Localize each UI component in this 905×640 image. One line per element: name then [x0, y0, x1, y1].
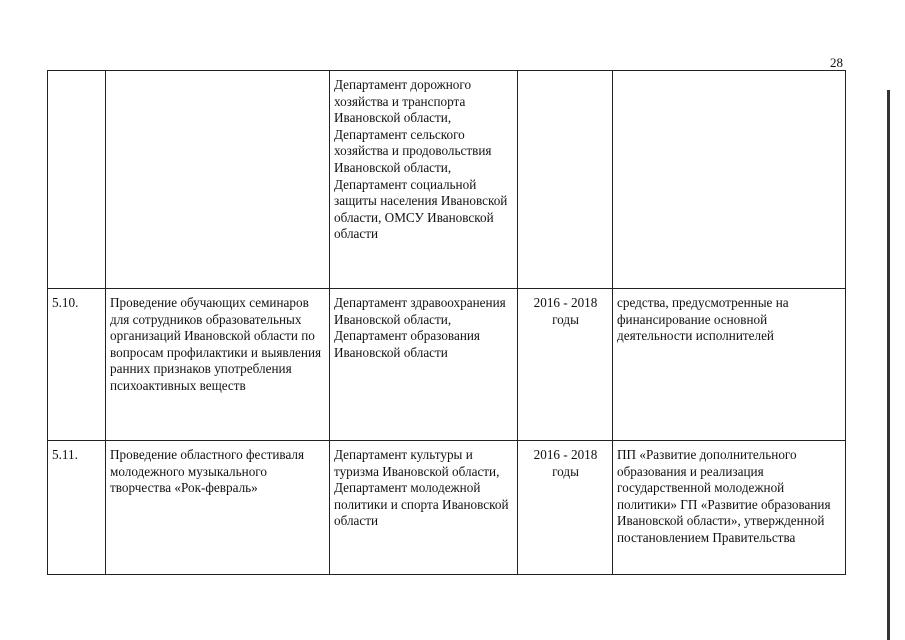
- row-number: 5.11.: [48, 441, 106, 575]
- executors: Департамент дорожного хозяйства и транспорта Ивановской области, Департамент сельского хозяйства и продовольствия Ивановской области, Департамент социальной защиты населения Ивановской области, ОМСУ Ивановской области: [330, 71, 518, 289]
- row-number: [48, 71, 106, 289]
- event-name: Проведение областного фестиваля молодежного музыкального творчества «Рок-февраль»: [106, 441, 330, 575]
- scan-edge-line: [887, 90, 890, 640]
- event-name: Проведение обучающих семинаров для сотрудников образовательных организаций Ивановской области по вопросам профилактики и выявления ранних признаков употребления психоактивных веществ: [106, 289, 330, 441]
- table-row: [48, 289, 846, 441]
- table-row: [48, 441, 846, 575]
- funding-source: [613, 71, 846, 289]
- period: [518, 71, 613, 289]
- funding-source: средства, предусмотренные на финансирование основной деятельности исполнителей: [613, 289, 846, 441]
- period: 2016 - 2018 годы: [518, 441, 613, 575]
- funding-source: ПП «Развитие дополнительного образования и реализация государственной молодежной политики» ГП «Развитие образования Ивановской области», утвержденной постановлением Правительства: [613, 441, 846, 575]
- page-number: 28: [830, 55, 843, 70]
- row-number: 5.10.: [48, 289, 106, 441]
- event-name: [106, 71, 330, 289]
- measures-table: [47, 70, 846, 575]
- executors: Департамент культуры и туризма Ивановской области, Департамент молодежной политики и спорта Ивановской области: [330, 441, 518, 575]
- executors: Департамент здравоохранения Ивановской области, Департамент образования Ивановской области: [330, 289, 518, 441]
- table-row: [48, 71, 846, 289]
- period: 2016 - 2018 годы: [518, 289, 613, 441]
